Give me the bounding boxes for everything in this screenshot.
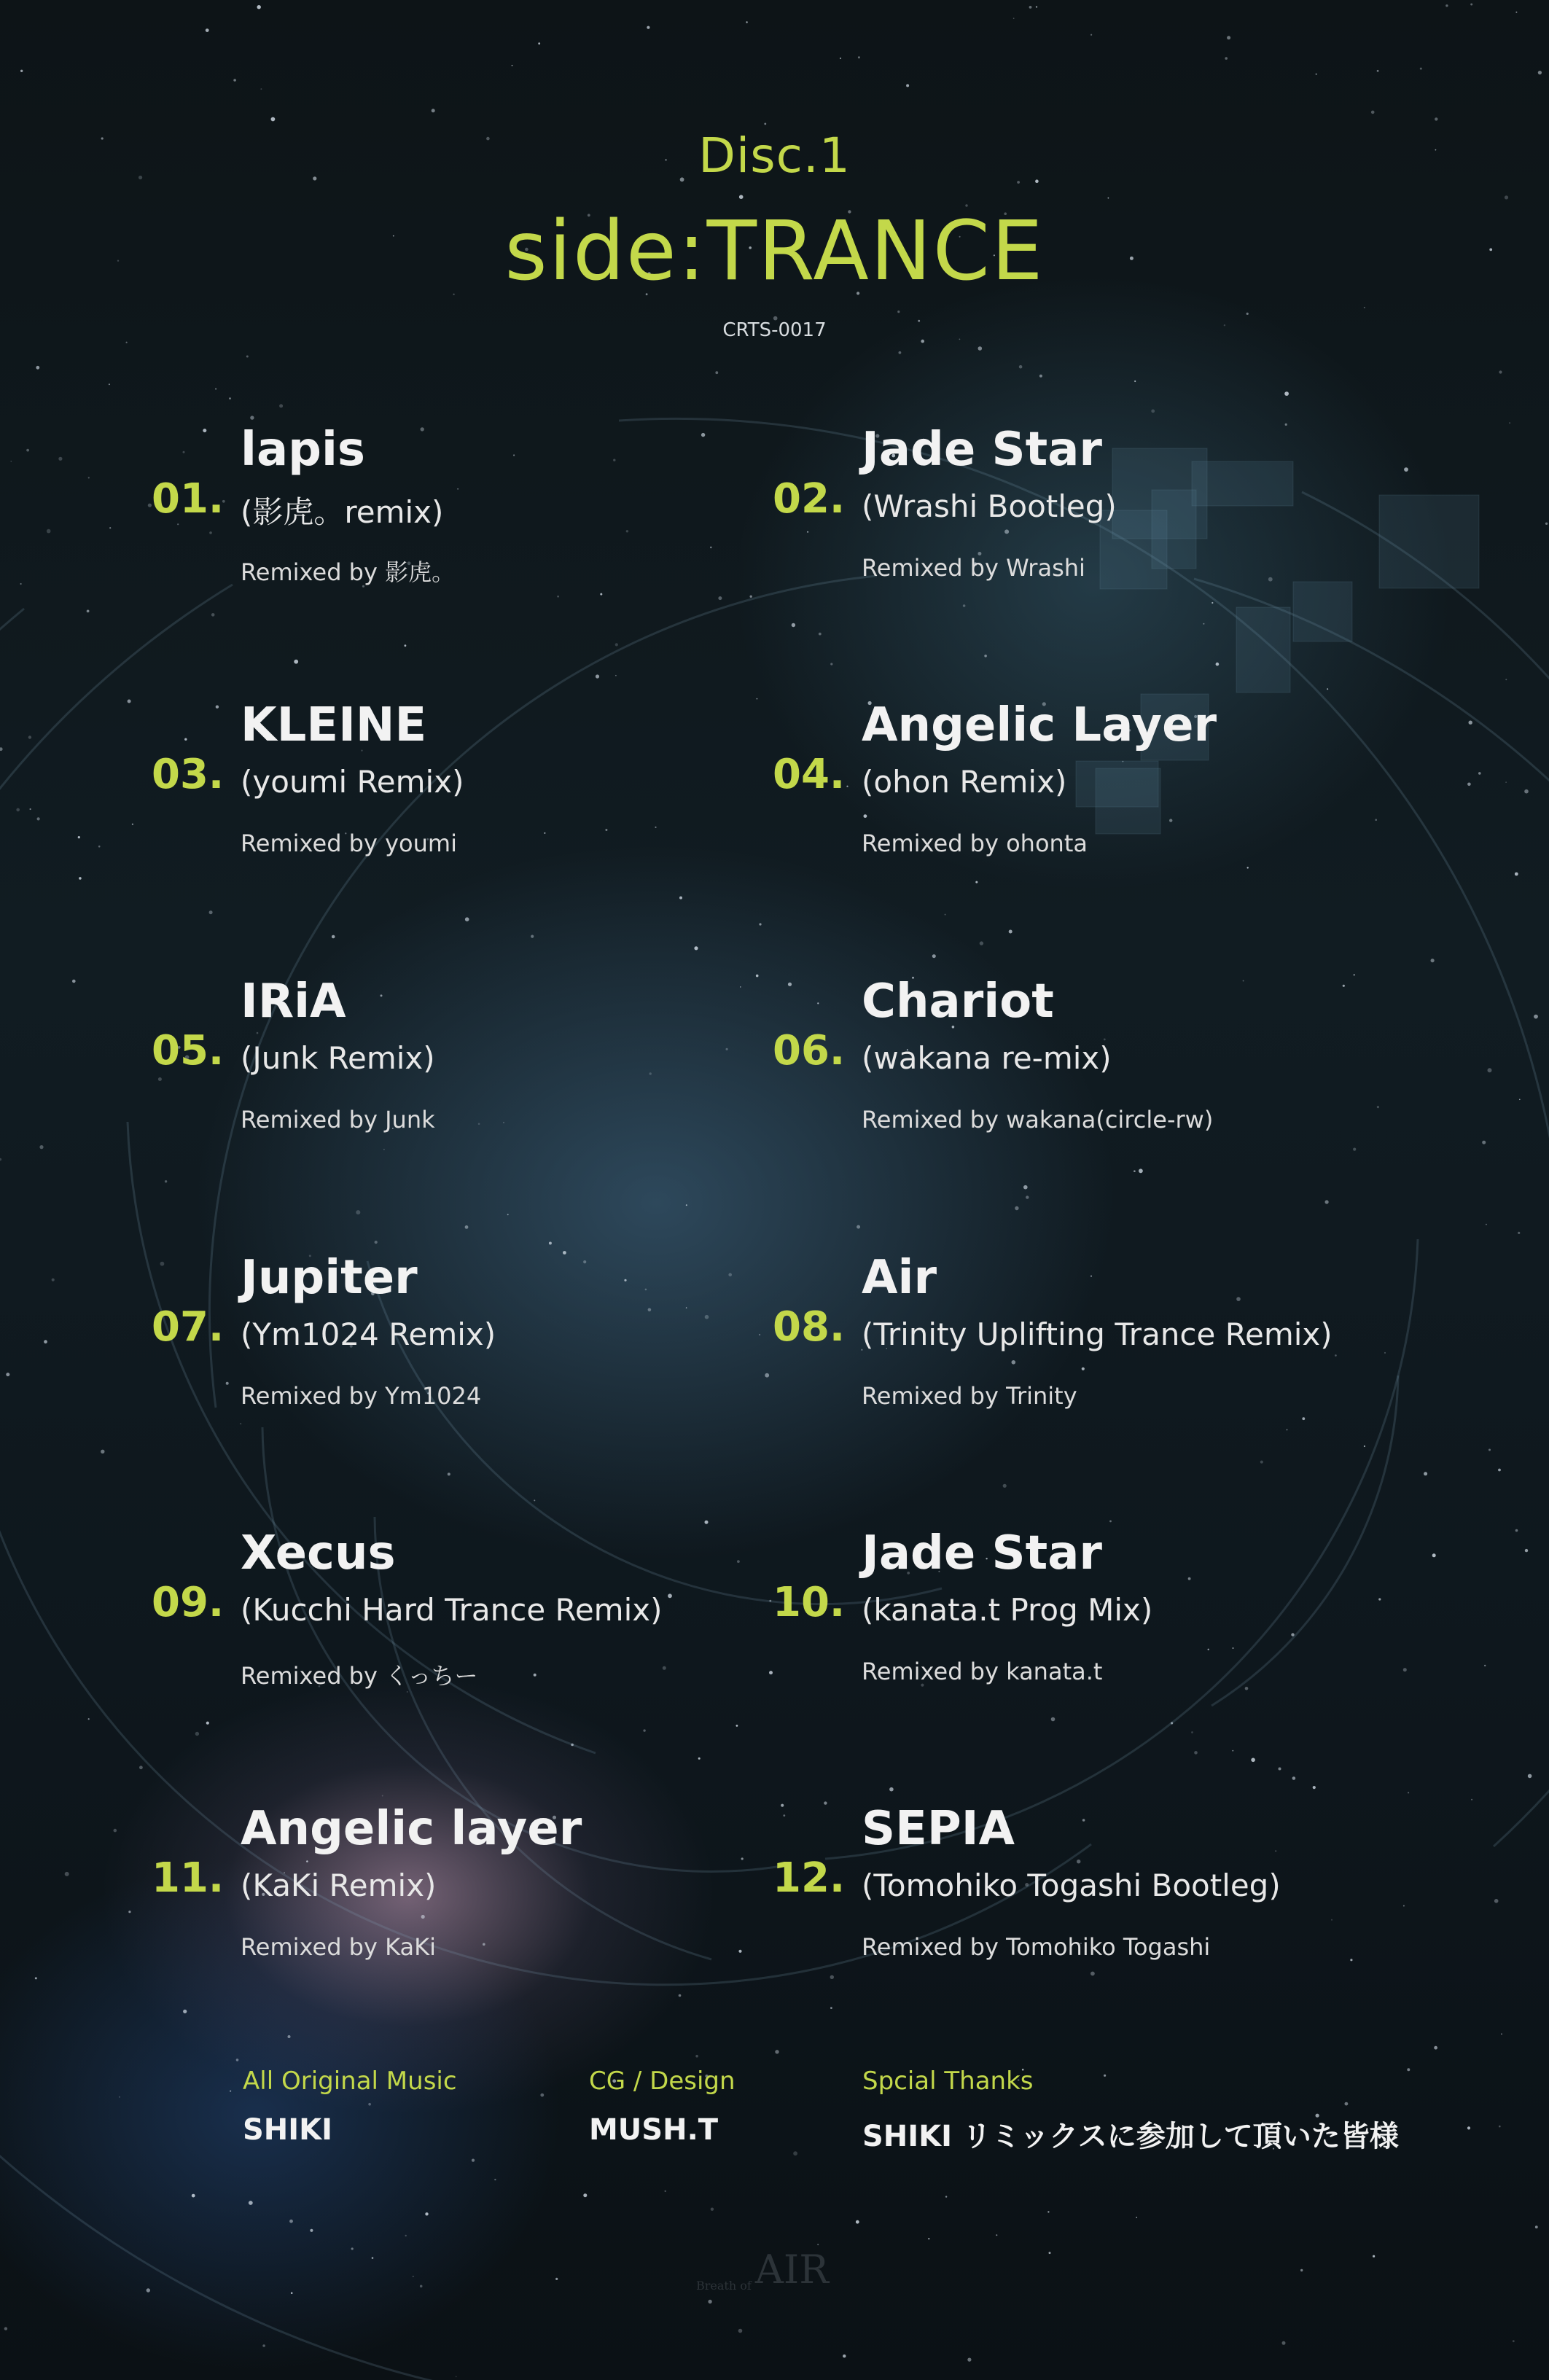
track-title: SEPIA — [862, 1802, 1015, 1856]
track-item — [773, 1802, 1370, 2021]
star — [114, 1829, 117, 1833]
star — [583, 2193, 587, 2197]
star — [1003, 1484, 1007, 1488]
star — [1545, 523, 1548, 525]
star — [1524, 789, 1529, 794]
star — [28, 736, 31, 738]
star — [615, 643, 618, 646]
star — [1109, 1521, 1112, 1523]
star — [1015, 1206, 1018, 1210]
star — [230, 2091, 231, 2092]
star — [1501, 2034, 1502, 2035]
star — [132, 824, 133, 825]
star — [119, 2096, 120, 2098]
track-version: (Ym1024 Remix) — [241, 1316, 496, 1352]
star — [596, 674, 599, 678]
track-number: 10. — [773, 1579, 846, 1626]
star — [932, 954, 936, 958]
star — [1373, 2255, 1375, 2258]
star — [1482, 1141, 1486, 1144]
star — [1509, 422, 1510, 424]
star — [405, 644, 407, 647]
side-title: side:TRANCE — [504, 204, 1045, 299]
star — [1216, 663, 1220, 666]
track-item — [152, 1251, 749, 1470]
star — [382, 1795, 383, 1797]
star — [109, 527, 111, 528]
star — [465, 1225, 469, 1229]
star — [1251, 1758, 1255, 1763]
star — [1026, 1195, 1029, 1198]
star — [448, 1472, 450, 1475]
star — [88, 1718, 90, 1720]
star — [1486, 1224, 1487, 1225]
star — [1420, 68, 1422, 70]
star — [980, 941, 983, 945]
track-item — [773, 975, 1370, 1193]
star — [1029, 6, 1032, 9]
star — [1009, 930, 1012, 934]
star — [288, 2035, 291, 2038]
credit-value: MUSH.T — [589, 2113, 719, 2147]
star — [686, 1204, 687, 1206]
track-title: Air — [862, 1251, 937, 1305]
star — [1194, 1751, 1198, 1755]
star — [897, 311, 900, 313]
star — [192, 2194, 195, 2198]
star — [759, 923, 761, 925]
star — [1515, 1529, 1518, 1532]
star — [332, 935, 335, 939]
star — [1435, 117, 1437, 120]
star — [356, 1210, 360, 1214]
credit-label: Spcial Thanks — [862, 2067, 1034, 2096]
disc-label: Disc.1 — [698, 128, 851, 184]
track-version: (Trinity Uplifting Trance Remix) — [862, 1316, 1333, 1352]
track-remixer: Remixed by KaKi — [241, 1933, 436, 1961]
star — [705, 1521, 709, 1524]
star — [1498, 1469, 1501, 1472]
star — [1282, 2341, 1286, 2345]
star — [889, 1787, 894, 1792]
star — [1505, 781, 1507, 783]
track-version: (kanata.t Prog Mix) — [862, 1592, 1153, 1628]
star — [1227, 36, 1230, 39]
star — [279, 404, 283, 407]
star — [1377, 70, 1379, 72]
star — [291, 2292, 293, 2294]
track-item — [152, 698, 749, 917]
track-number: 06. — [773, 1027, 846, 1074]
star — [37, 817, 40, 820]
star — [20, 70, 23, 72]
track-title: lapis — [241, 423, 365, 477]
star — [260, 88, 262, 90]
star — [10, 461, 12, 462]
track-item — [773, 423, 1370, 641]
star — [1300, 2269, 1303, 2271]
star — [246, 356, 249, 358]
star — [35, 1977, 37, 1979]
track-version: (影虎。remix) — [241, 494, 444, 530]
star — [739, 195, 744, 199]
track-title: Chariot — [862, 975, 1054, 1029]
star — [857, 1225, 860, 1229]
star — [87, 610, 90, 613]
star — [858, 56, 860, 58]
track-number: 04. — [773, 751, 846, 798]
star — [538, 42, 540, 44]
star — [420, 2285, 423, 2288]
track-remixer: Remixed by wakana(circle-rw) — [862, 1106, 1214, 1134]
star — [1136, 2217, 1137, 2218]
track-remixer: Remixed by Wrashi — [862, 554, 1085, 582]
star — [1407, 2068, 1410, 2071]
star — [665, 2190, 666, 2192]
star — [1434, 2046, 1437, 2050]
star — [996, 2234, 997, 2236]
star — [1036, 6, 1037, 7]
track-item — [152, 1526, 749, 1745]
track-number: 02. — [773, 475, 846, 523]
star — [1327, 688, 1328, 690]
track-version: (Wrashi Bootleg) — [862, 488, 1117, 524]
star — [1494, 1899, 1499, 1903]
star — [249, 2201, 253, 2205]
star — [472, 2159, 475, 2162]
star — [310, 2229, 313, 2232]
star — [1488, 1068, 1492, 1072]
star — [1467, 783, 1471, 787]
air-logo — [696, 2247, 864, 2293]
star — [698, 1757, 701, 1760]
track-remixer: Remixed by くっちー — [241, 1662, 478, 1690]
star — [128, 1911, 130, 1913]
track-number: 11. — [152, 1854, 225, 1902]
credit-special-thanks — [862, 2067, 1399, 2155]
track-title: Jupiter — [241, 1251, 418, 1305]
star — [36, 366, 39, 370]
star — [494, 2179, 496, 2180]
credit-label: CG / Design — [589, 2067, 736, 2096]
star — [757, 698, 758, 700]
star — [764, 123, 766, 125]
star — [1232, 1750, 1233, 1752]
star — [967, 2358, 971, 2362]
track-version: (ohon Remix) — [862, 764, 1067, 800]
star — [262, 2344, 265, 2347]
star — [88, 477, 90, 478]
star — [1515, 873, 1518, 876]
track-version: (KaKi Remix) — [241, 1868, 437, 1903]
star — [1049, 2252, 1051, 2254]
star — [1431, 959, 1435, 962]
background-tile — [1379, 495, 1479, 588]
track-item — [152, 1802, 749, 2021]
star — [65, 1872, 69, 1876]
star — [1470, 4, 1472, 6]
track-version: (Kucchi Hard Trance Remix) — [241, 1592, 663, 1628]
star — [128, 700, 131, 703]
star — [1313, 1786, 1316, 1789]
star — [840, 58, 841, 59]
track-number: 08. — [773, 1303, 846, 1351]
star — [759, 1334, 760, 1335]
star — [20, 583, 22, 585]
star — [39, 1145, 43, 1149]
credit-original-music — [243, 2067, 457, 2147]
star — [1467, 2126, 1470, 2129]
track-version: (Junk Remix) — [241, 1040, 435, 1076]
track-remixer: Remixed by 影虎。 — [241, 558, 456, 586]
track-number: 05. — [152, 1027, 225, 1074]
track-title: IRiA — [241, 975, 346, 1029]
star — [101, 1450, 104, 1454]
star — [715, 371, 718, 374]
star — [215, 388, 216, 389]
star — [1488, 1449, 1491, 1451]
star — [1515, 12, 1517, 13]
star — [1039, 375, 1042, 378]
track-title: Jade Star — [862, 1526, 1102, 1580]
star — [512, 65, 513, 66]
track-version: (youmi Remix) — [241, 764, 464, 800]
track-item — [773, 698, 1370, 917]
star — [899, 351, 902, 354]
star — [432, 109, 435, 112]
star — [250, 415, 254, 419]
star — [1505, 195, 1508, 199]
track-item — [773, 1526, 1370, 1745]
track-remixer: Remixed by Junk — [241, 1106, 435, 1134]
star — [236, 2059, 239, 2061]
star — [507, 1214, 509, 1215]
star — [30, 808, 31, 810]
track-remixer: Remixed by Ym1024 — [241, 1382, 482, 1410]
star — [1505, 679, 1507, 680]
star — [1513, 2340, 1515, 2342]
star — [1408, 1792, 1409, 1793]
star — [1384, 1352, 1386, 1354]
credit-cg-design — [589, 2067, 736, 2147]
star — [1478, 772, 1481, 775]
star — [738, 2329, 743, 2333]
star — [1134, 381, 1136, 382]
track-item — [152, 423, 749, 641]
star — [26, 449, 29, 452]
star — [711, 2208, 714, 2211]
star — [1538, 71, 1542, 74]
star — [1047, 2211, 1049, 2212]
track-title: Jade Star — [862, 423, 1102, 477]
star — [1375, 819, 1377, 821]
star — [906, 84, 909, 87]
star — [405, 2235, 407, 2236]
track-number: 03. — [152, 751, 225, 798]
star — [6, 1373, 9, 1376]
star — [425, 2212, 428, 2215]
track-number: 07. — [152, 1303, 225, 1351]
star — [647, 26, 649, 29]
star — [843, 2354, 846, 2357]
star — [52, 1279, 55, 1281]
star — [147, 2288, 150, 2292]
star — [58, 457, 62, 461]
logo-small-text: Breath of — [696, 2279, 752, 2293]
star — [534, 1499, 535, 1501]
star — [1469, 721, 1472, 725]
track-title: KLEINE — [241, 698, 427, 752]
star — [765, 1373, 769, 1378]
star — [1484, 1665, 1486, 1666]
star — [694, 946, 698, 950]
star — [1519, 1099, 1521, 1101]
star — [1364, 307, 1365, 308]
star — [1019, 365, 1023, 369]
star — [1371, 111, 1375, 114]
star — [0, 747, 3, 751]
star — [0, 1158, 1, 1161]
star — [1403, 1668, 1407, 1671]
star — [1279, 1768, 1281, 1771]
star — [856, 2220, 859, 2224]
star — [1292, 1776, 1296, 1780]
star — [109, 383, 110, 385]
star — [1534, 1015, 1538, 1019]
credit-value: SHIKI — [243, 2113, 333, 2147]
star — [465, 917, 469, 921]
star — [4, 2327, 7, 2330]
star — [540, 2094, 544, 2097]
track-number: 01. — [152, 475, 225, 523]
star — [1316, 74, 1317, 75]
star — [750, 596, 752, 598]
star — [817, 2244, 819, 2245]
star — [1246, 313, 1249, 315]
star — [257, 5, 261, 9]
star — [1471, 1799, 1472, 1800]
track-version: (Tomohiko Togashi Bootleg) — [862, 1868, 1281, 1903]
star — [271, 117, 276, 122]
star — [1377, 1106, 1379, 1108]
credit-value: SHIKI リミックスに参加して頂いた皆様 — [862, 2120, 1399, 2153]
star — [549, 1242, 552, 1245]
track-remixer: Remixed by Tomohiko Togashi — [862, 1933, 1211, 1961]
star — [44, 1340, 47, 1343]
track-number: 12. — [773, 1854, 846, 1902]
track-number: 09. — [152, 1579, 225, 1626]
track-remixer: Remixed by youmi — [241, 830, 457, 857]
star — [708, 2300, 711, 2303]
star — [978, 346, 983, 351]
star — [16, 808, 20, 812]
star — [289, 2220, 293, 2223]
star — [1445, 4, 1448, 7]
track-version: (wakana re-mix) — [862, 1040, 1112, 1076]
star — [1403, 1905, 1405, 1907]
star — [1404, 467, 1408, 472]
star — [746, 21, 747, 23]
star — [1432, 1553, 1436, 1557]
star — [206, 28, 209, 32]
star — [1525, 1549, 1528, 1552]
star — [775, 2050, 779, 2053]
star — [1378, 1598, 1381, 1600]
star — [79, 877, 82, 880]
star — [456, 2376, 457, 2378]
track-item — [152, 975, 749, 1193]
star — [1151, 410, 1155, 413]
star — [984, 655, 987, 658]
star — [1518, 1232, 1520, 1234]
star — [98, 846, 101, 848]
star — [233, 79, 236, 82]
track-remixer: Remixed by ohonta — [862, 830, 1088, 857]
star — [1284, 391, 1289, 396]
star — [1325, 1200, 1329, 1203]
star — [72, 980, 76, 983]
star — [413, 2276, 414, 2277]
star — [126, 342, 128, 343]
track-title: Angelic layer — [241, 1802, 582, 1856]
star — [229, 397, 231, 399]
star — [1499, 370, 1502, 373]
credit-label: All Original Music — [243, 2067, 457, 2096]
star — [1528, 1774, 1532, 1779]
star — [375, 1241, 378, 1244]
star — [47, 529, 51, 534]
star — [928, 2238, 929, 2239]
track-title: Angelic Layer — [862, 698, 1217, 752]
track-remixer: Remixed by Trinity — [862, 1382, 1077, 1410]
star — [372, 2257, 374, 2259]
star — [78, 836, 80, 838]
star — [1535, 2225, 1538, 2228]
star — [1108, 198, 1109, 199]
track-item — [773, 1251, 1370, 1470]
star — [351, 2247, 354, 2250]
star — [1090, 34, 1092, 36]
logo-big-text: AIR — [754, 2247, 829, 2293]
star — [793, 2151, 797, 2155]
star — [830, 663, 832, 665]
track-title: Xecus — [241, 1526, 396, 1580]
star — [531, 935, 534, 938]
catalog-number: CRTS-0017 — [722, 319, 827, 341]
star — [695, 2055, 698, 2058]
star — [294, 660, 298, 664]
track-remixer: Remixed by kanata.t — [862, 1658, 1103, 1685]
star — [945, 2196, 947, 2197]
star — [1225, 57, 1228, 60]
star — [555, 2278, 558, 2280]
star — [139, 1766, 143, 1769]
star — [1013, 17, 1015, 19]
star — [1424, 1472, 1427, 1475]
star — [615, 675, 617, 676]
star — [1499, 2126, 1501, 2128]
star — [756, 975, 759, 978]
